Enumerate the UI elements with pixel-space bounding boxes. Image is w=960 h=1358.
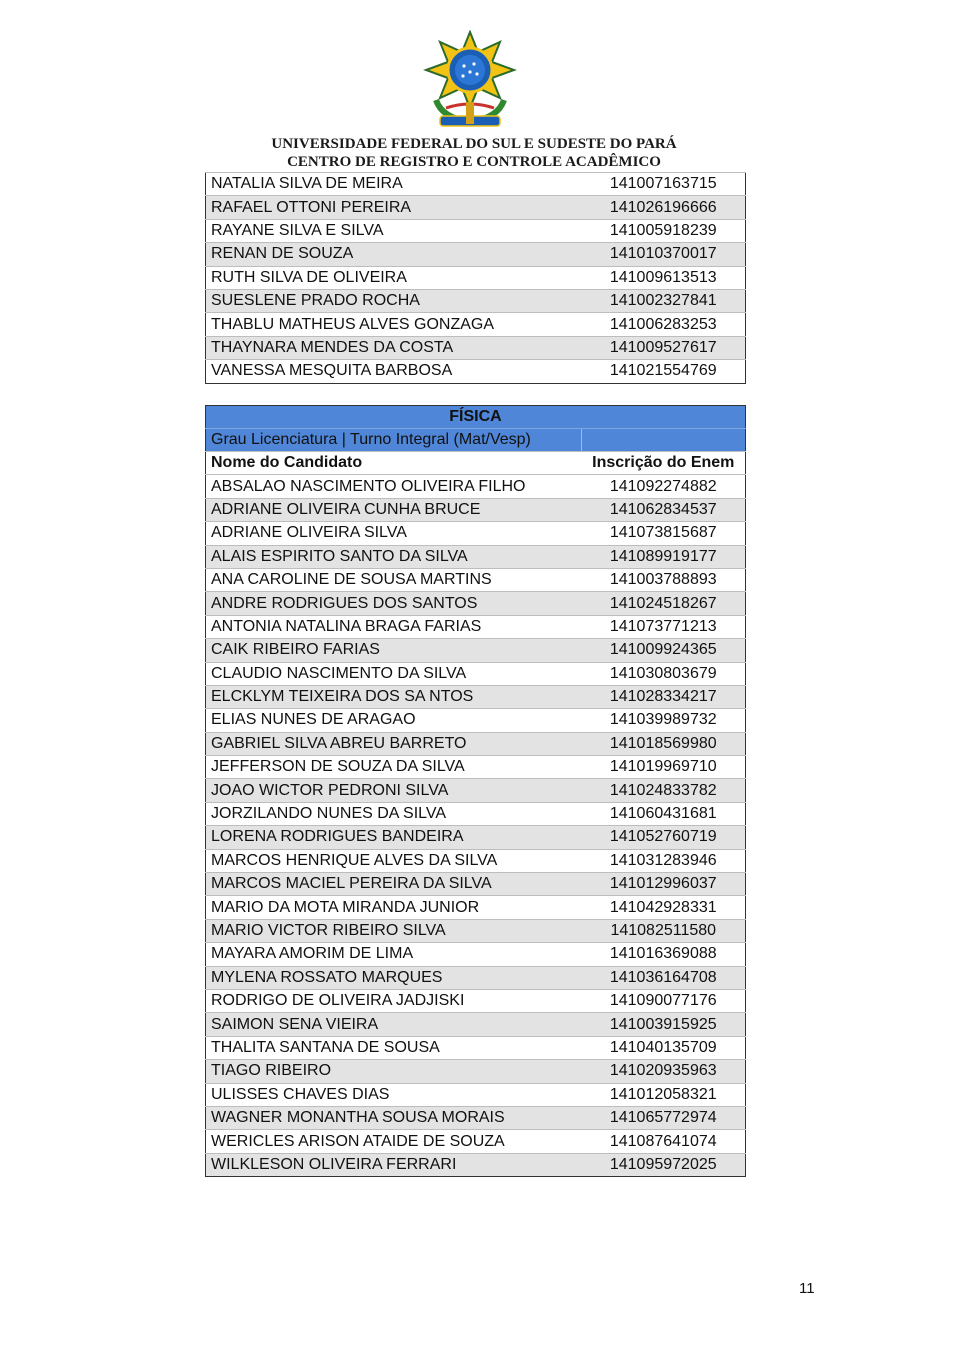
previous-list-table	[205, 172, 746, 384]
enem-registration: 141092274882	[582, 475, 746, 498]
table-row	[206, 919, 746, 942]
enem-registration: 141089919177	[582, 545, 746, 568]
table-row	[206, 522, 746, 545]
table-row	[206, 1153, 746, 1176]
table-row	[206, 173, 746, 196]
table-row	[206, 779, 746, 802]
table-row	[206, 802, 746, 825]
candidate-name: RAFAEL OTTONI PEREIRA	[206, 196, 582, 219]
table-row	[206, 732, 746, 755]
table-row	[206, 1083, 746, 1106]
table-row	[206, 849, 746, 872]
section-subtitle-row	[206, 429, 746, 452]
section-title: FÍSICA	[206, 406, 746, 429]
candidate-name: CAIK RIBEIRO FARIAS	[206, 639, 582, 662]
enem-registration: 141062834537	[582, 498, 746, 521]
candidate-name: ANA CAROLINE DE SOUSA MARTINS	[206, 568, 582, 591]
enem-registration: 141042928331	[582, 896, 746, 919]
enem-registration: 141030803679	[582, 662, 746, 685]
enem-registration: 141073815687	[582, 522, 746, 545]
page-number: 11	[799, 1280, 815, 1297]
enem-registration: 141006283253	[582, 313, 746, 336]
table-row	[206, 266, 746, 289]
enem-registration: 141095972025	[582, 1153, 746, 1176]
table-row	[206, 826, 746, 849]
candidate-name: WILKLESON OLIVEIRA FERRARI	[206, 1153, 582, 1176]
table-row	[206, 662, 746, 685]
university-name: UNIVERSIDADE FEDERAL DO SUL E SUDESTE DO PARÁ	[271, 136, 677, 152]
table-row	[206, 615, 746, 638]
candidate-name: ADRIANE OLIVEIRA CUNHA BRUCE	[206, 498, 582, 521]
candidate-name: RENAN DE SOUZA	[206, 243, 582, 266]
table-row	[206, 1013, 746, 1036]
enem-registration: 141065772974	[582, 1106, 746, 1129]
table-row	[206, 243, 746, 266]
table-row	[206, 989, 746, 1012]
candidate-name: THABLU MATHEUS ALVES GONZAGA	[206, 313, 582, 336]
enem-registration: 141039989732	[582, 709, 746, 732]
candidate-name: GABRIEL SILVA ABREU BARRETO	[206, 732, 582, 755]
fisica-table	[205, 405, 746, 1177]
enem-registration: 141009527617	[582, 336, 746, 359]
table-row	[206, 639, 746, 662]
enem-registration: 141009613513	[582, 266, 746, 289]
candidate-name: LORENA RODRIGUES BANDEIRA	[206, 826, 582, 849]
table-row	[206, 1130, 746, 1153]
table-row	[206, 196, 746, 219]
candidate-name: ANTONIA NATALINA BRAGA FARIAS	[206, 615, 582, 638]
candidate-name: MARIO VICTOR RIBEIRO SILVA	[206, 919, 582, 942]
candidate-name: RODRIGO DE OLIVEIRA JADJISKI	[206, 989, 582, 1012]
enem-registration: 141003788893	[582, 568, 746, 591]
candidate-name: MARCOS HENRIQUE ALVES DA SILVA	[206, 849, 582, 872]
enem-registration: 141021554769	[582, 360, 746, 383]
column-header-name: Nome do Candidato	[206, 452, 582, 475]
candidate-name: MYLENA ROSSATO MARQUES	[206, 966, 582, 989]
table-row	[206, 1036, 746, 1059]
candidate-name: RUTH SILVA DE OLIVEIRA	[206, 266, 582, 289]
enem-registration: 141020935963	[582, 1060, 746, 1083]
candidate-name: RAYANE SILVA E SILVA	[206, 219, 582, 242]
enem-registration: 141052760719	[582, 826, 746, 849]
candidate-name: NATALIA SILVA DE MEIRA	[206, 173, 582, 196]
table-row	[206, 219, 746, 242]
enem-registration: 141009924365	[582, 639, 746, 662]
coat-of-arms-emblem	[422, 30, 518, 134]
enem-registration: 141024833782	[582, 779, 746, 802]
candidate-name: ALAIS ESPIRITO SANTO DA SILVA	[206, 545, 582, 568]
candidate-name: THALITA SANTANA DE SOUSA	[206, 1036, 582, 1059]
enem-registration: 141018569980	[582, 732, 746, 755]
table-row	[206, 943, 746, 966]
candidate-name: THAYNARA MENDES DA COSTA	[206, 336, 582, 359]
table-row	[206, 896, 746, 919]
enem-registration: 141012058321	[582, 1083, 746, 1106]
enem-registration: 141090077176	[582, 989, 746, 1012]
candidate-name: SUESLENE PRADO ROCHA	[206, 289, 582, 312]
enem-registration: 141010370017	[582, 243, 746, 266]
candidate-name: CLAUDIO NASCIMENTO DA SILVA	[206, 662, 582, 685]
enem-registration: 141019969710	[582, 756, 746, 779]
enem-registration: 141002327841	[582, 289, 746, 312]
table-row	[206, 545, 746, 568]
table-row	[206, 756, 746, 779]
enem-registration: 141024518267	[582, 592, 746, 615]
table-row	[206, 1060, 746, 1083]
enem-registration: 141031283946	[582, 849, 746, 872]
table-row	[206, 709, 746, 732]
table-row	[206, 873, 746, 896]
candidate-name: ABSALAO NASCIMENTO OLIVEIRA FILHO	[206, 475, 582, 498]
candidate-name: ULISSES CHAVES DIAS	[206, 1083, 582, 1106]
enem-registration: 141016369088	[582, 943, 746, 966]
column-header-enem: Inscrição do Enem	[582, 452, 746, 475]
section-subtitle: Grau Licenciatura | Turno Integral (Mat/Vesp)	[206, 429, 582, 452]
table-row	[206, 475, 746, 498]
table-row	[206, 1106, 746, 1129]
candidate-name: ADRIANE OLIVEIRA SILVA	[206, 522, 582, 545]
enem-registration: 141005918239	[582, 219, 746, 242]
candidate-name: JORZILANDO NUNES DA SILVA	[206, 802, 582, 825]
enem-registration: 141007163715	[582, 173, 746, 196]
candidate-name: JEFFERSON DE SOUZA DA SILVA	[206, 756, 582, 779]
candidate-name: MARCOS MACIEL PEREIRA DA SILVA	[206, 873, 582, 896]
candidate-name: WERICLES ARISON ATAIDE DE SOUZA	[206, 1130, 582, 1153]
enem-registration: 141073771213	[582, 615, 746, 638]
enem-registration: 141026196666	[582, 196, 746, 219]
candidate-name: ELCKLYM TEIXEIRA DOS SA NTOS	[206, 685, 582, 708]
candidate-name: VANESSA MESQUITA BARBOSA	[206, 360, 582, 383]
table-row	[206, 313, 746, 336]
candidate-name: MARIO DA MOTA MIRANDA JUNIOR	[206, 896, 582, 919]
enem-registration: 141003915925	[582, 1013, 746, 1036]
enem-registration: 141012996037	[582, 873, 746, 896]
candidate-name: SAIMON SENA VIEIRA	[206, 1013, 582, 1036]
enem-registration: 141082511580	[582, 919, 746, 942]
table-row	[206, 498, 746, 521]
candidate-name: MAYARA AMORIM DE LIMA	[206, 943, 582, 966]
section-title-row	[206, 406, 746, 429]
enem-registration: 141087641074	[582, 1130, 746, 1153]
table-row	[206, 360, 746, 383]
candidate-name: WAGNER MONANTHA SOUSA MORAIS	[206, 1106, 582, 1129]
table-row	[206, 685, 746, 708]
column-header-row	[206, 452, 746, 475]
table-row	[206, 966, 746, 989]
enem-registration: 141028334217	[582, 685, 746, 708]
table-row	[206, 568, 746, 591]
table-row	[206, 336, 746, 359]
enem-registration: 141040135709	[582, 1036, 746, 1059]
candidate-name: JOAO WICTOR PEDRONI SILVA	[206, 779, 582, 802]
enem-registration: 141036164708	[582, 966, 746, 989]
enem-registration: 141060431681	[582, 802, 746, 825]
candidate-name: ELIAS NUNES DE ARAGAO	[206, 709, 582, 732]
candidate-name: ANDRE RODRIGUES DOS SANTOS	[206, 592, 582, 615]
candidate-name: TIAGO RIBEIRO	[206, 1060, 582, 1083]
table-row	[206, 289, 746, 312]
table-row	[206, 592, 746, 615]
department-name: CENTRO DE REGISTRO E CONTROLE ACADÊMICO	[287, 154, 661, 170]
